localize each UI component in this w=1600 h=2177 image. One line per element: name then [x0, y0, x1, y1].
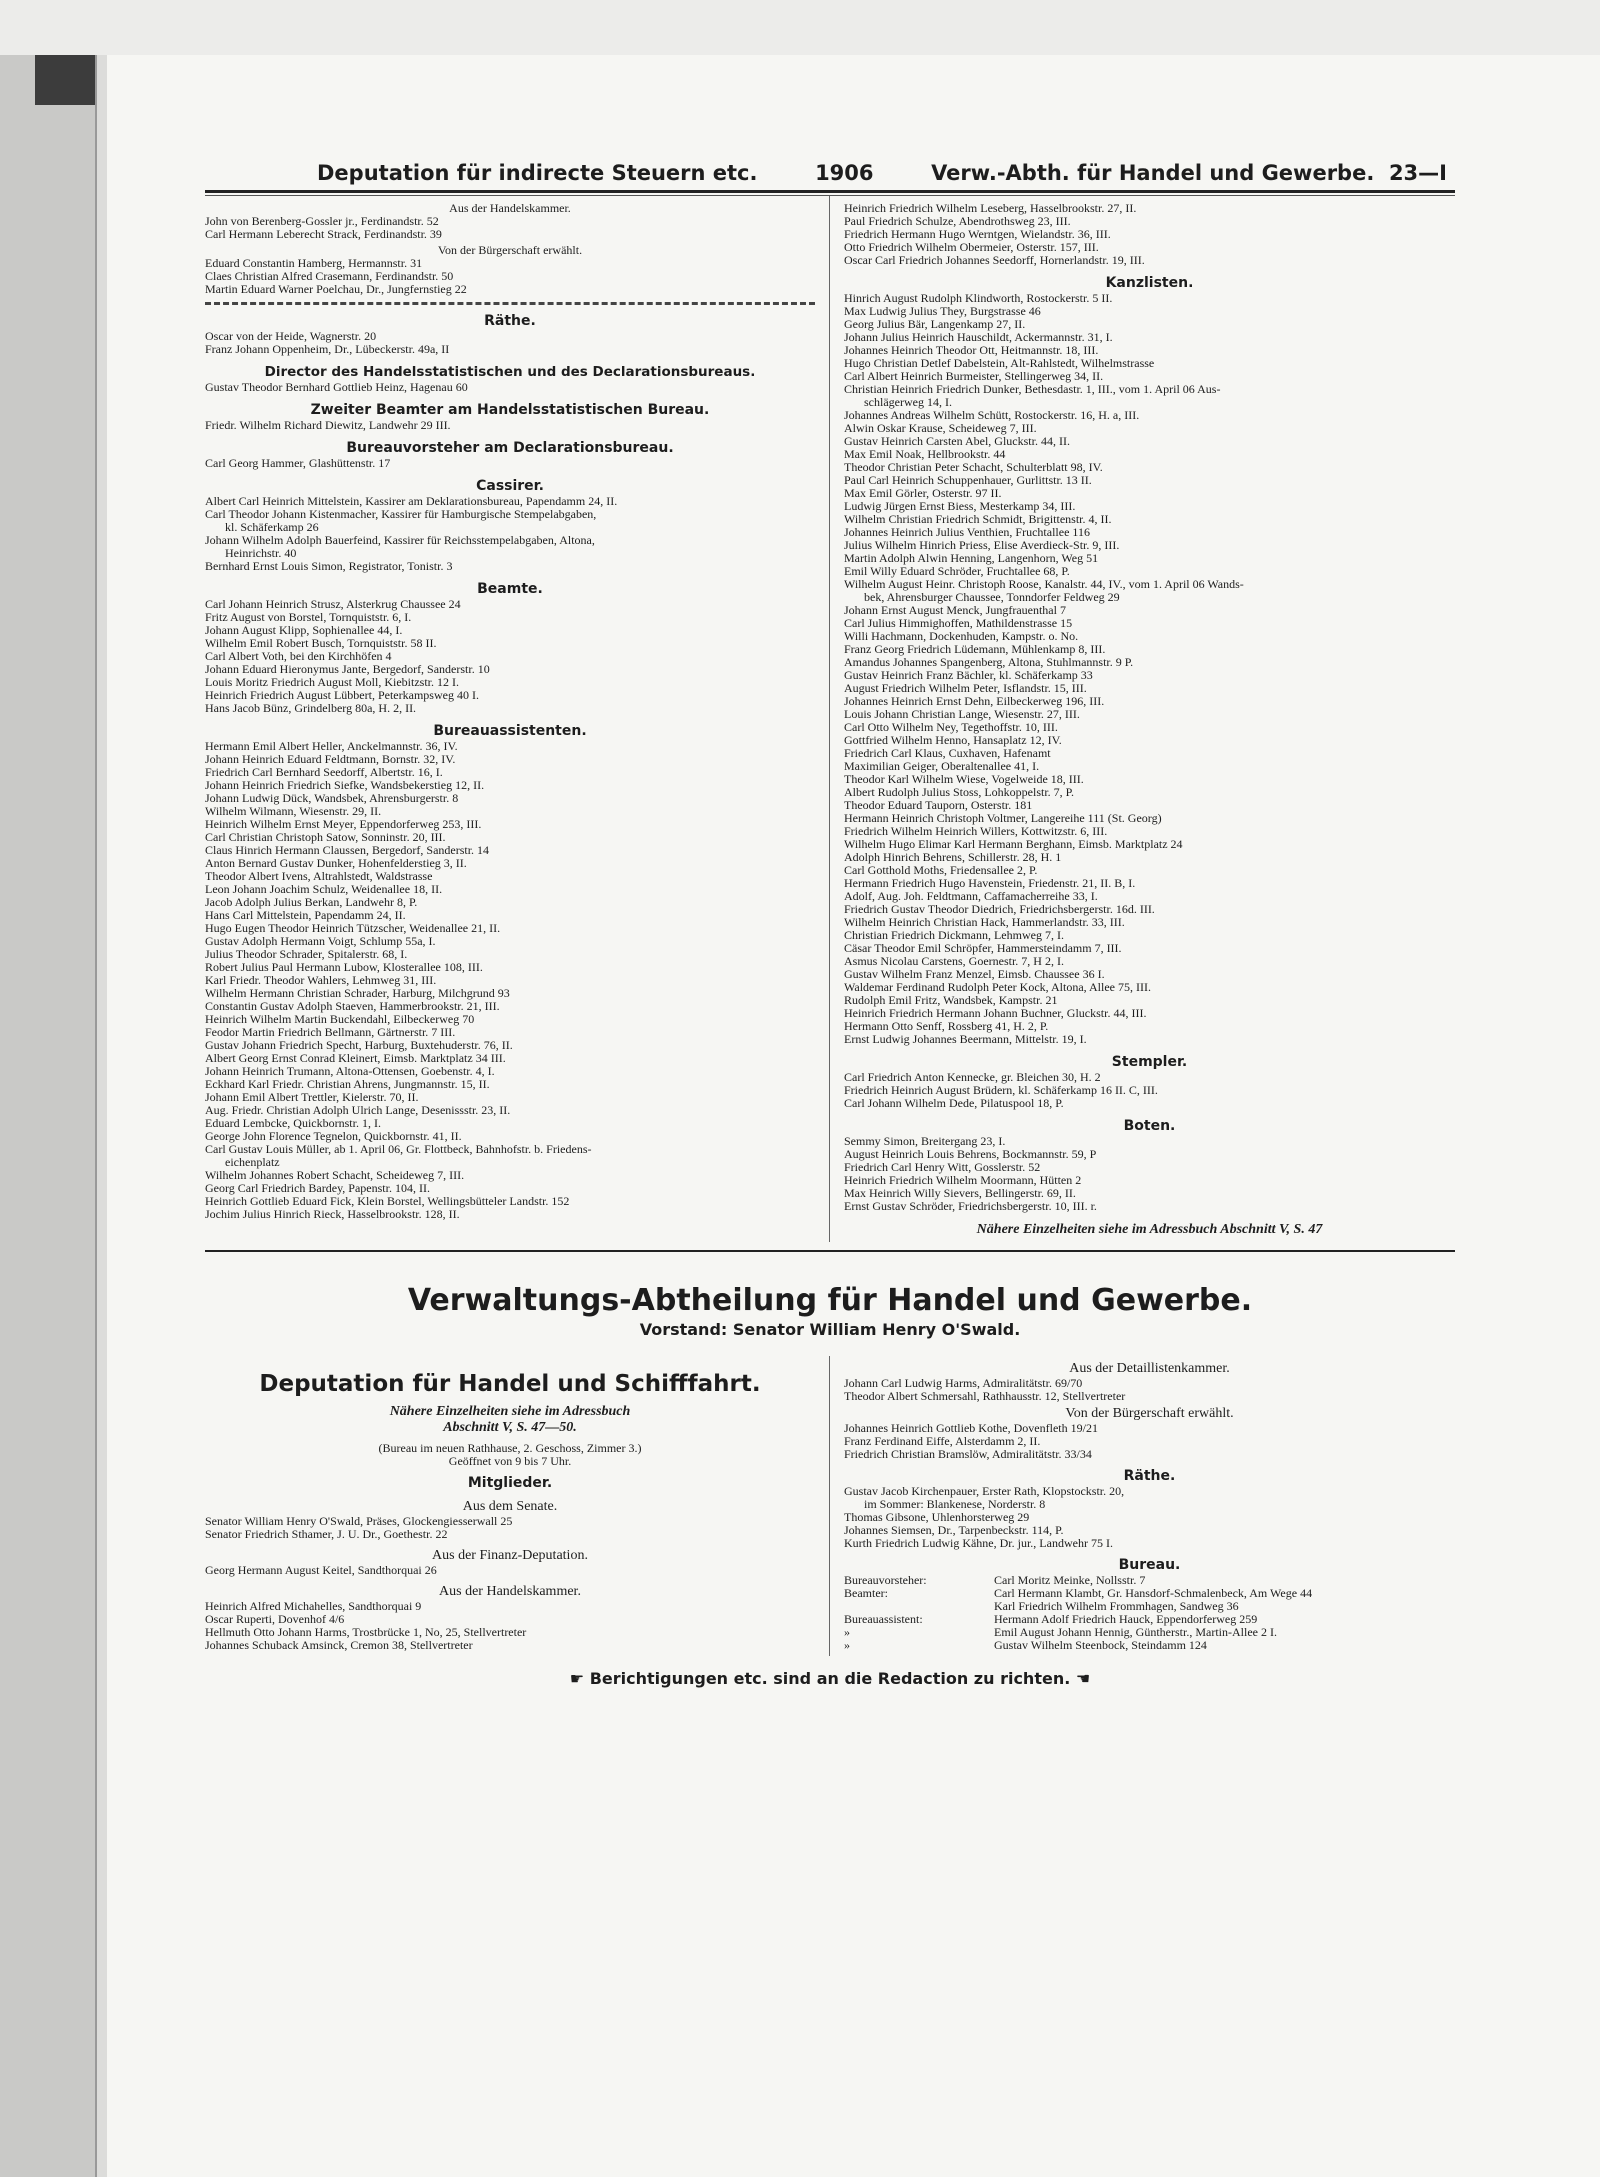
list-item: Heinrich Wilhelm Ernst Meyer, Eppendorferweg 253, III. [205, 817, 482, 831]
list-item: Theodor Christian Peter Schacht, Schulterblatt 98, IV. [844, 460, 1103, 474]
list-item: Georg Julius Bär, Langenkamp 27, II. [844, 317, 1026, 331]
list-item: Alwin Oskar Krause, Scheideweg 7, III. [844, 421, 1037, 435]
list-item: Hinrich August Rudolph Klindworth, Rostockerstr. 5 II. [844, 291, 1113, 305]
deputation-left-column [205, 1356, 830, 1656]
bureau-role: » [844, 1638, 850, 1652]
list-item: Gustav Theodor Bernhard Gottlieb Heinz, Hagenau 60 [205, 380, 468, 394]
list-item: Johann Eduard Hieronymus Jante, Bergedorf, Sanderstr. 10 [205, 662, 490, 676]
list-item: Eckhard Karl Friedr. Christian Ahrens, Jungmannstr. 15, II. [205, 1077, 490, 1091]
list-item: Max Emil Görler, Osterstr. 97 II. [844, 486, 1002, 500]
bureau-row [844, 1639, 1455, 1652]
list-item: Friedrich Heinrich August Brüdern, kl. Schäferkamp 16 II. C, III. [844, 1083, 1158, 1097]
raethe-list [205, 330, 815, 356]
opening-hours: Geöffnet von 9 bis 7 Uhr. [448, 1454, 572, 1468]
list-item: Carl Johann Wilhelm Dede, Pilatuspool 18, P. [844, 1096, 1064, 1110]
list-item: Semmy Simon, Breitergang 23, I. [844, 1134, 1006, 1148]
list-item: Heinrich Friedrich August Lübbert, Peterkampsweg 40 I. [205, 688, 479, 702]
list-item: Georg Carl Friedrich Bardey, Papenstr. 104, II. [205, 1181, 430, 1195]
list-item: Gustav Adolph Hermann Voigt, Schlump 55a, I. [205, 934, 436, 948]
footer-text: Berichtigungen etc. sind an die Redaction zu richten. [589, 1669, 1071, 1688]
list-item: Gustav Johann Friedrich Specht, Harburg, Buxtehuderstr. 76, II. [205, 1038, 513, 1052]
section-heading: Aus der Finanz-Deputation. [432, 1548, 588, 1563]
list-item-continuation: im Sommer: Blankenese, Norderstr. 8 [864, 1497, 1046, 1511]
list-item: Friedrich Carl Klaus, Cuxhaven, Hafenamt [844, 746, 1051, 760]
list-item: Wilhelm August Heinr. Christoph Roose, Kanalstr. 44, IV., vom 1. April 06 Wands- [844, 577, 1244, 591]
list-item: Waldemar Ferdinand Rudolph Peter Kock, Altona, Allee 75, III. [844, 980, 1151, 994]
stempler-list [844, 1071, 1455, 1110]
list-item: Otto Friedrich Wilhelm Obermeier, Osterstr. 157, III. [844, 240, 1099, 254]
list-item: Max Emil Noak, Hellbrookstr. 44 [844, 447, 1006, 461]
department-title: Verwaltungs-Abtheilung für Handel und Gewerbe. [407, 1283, 1253, 1318]
section-heading: Kanzlisten. [1105, 275, 1194, 291]
section-heading: Cassirer. [476, 478, 544, 494]
section-heading: Räthe. [484, 313, 536, 329]
list-item: Johannes Heinrich Theodor Ott, Heitmannstr. 18, III. [844, 343, 1099, 357]
list-item: Heinrich Alfred Michahelles, Sandthorquai 9 [205, 1599, 422, 1613]
buergerschaft-list [205, 257, 815, 296]
list-item: Heinrich Friedrich Hermann Johann Buchner, Gluckstr. 44, III. [844, 1006, 1147, 1020]
handelskammer-list [205, 215, 815, 241]
list-item: Cäsar Theodor Emil Schröpfer, Hammersteindamm 7, III. [844, 941, 1122, 955]
list-item: Adolf, Aug. Joh. Feldtmann, Caffamacherreihe 33, I. [844, 889, 1098, 903]
list-item: Claus Hinrich Hermann Claussen, Bergedorf, Sanderstr. 14 [205, 843, 490, 857]
list-item: Willi Hachmann, Dockenhuden, Kampstr. o. No. [844, 629, 1079, 643]
section-heading: Aus der Detaillistenkammer. [1069, 1361, 1230, 1376]
list-item: Julius Wilhelm Hinrich Priess, Elise Averdieck-Str. 9, III. [844, 538, 1120, 552]
finanz-list [205, 1564, 815, 1577]
list-item: Aug. Friedr. Christian Adolph Ulrich Lange, Desenissstr. 23, II. [205, 1103, 511, 1117]
list-item: Senator Friedrich Sthamer, J. U. Dr., Goethestr. 22 [205, 1527, 448, 1541]
bureau-person: Hermann Adolf Friedrich Hauck, Eppendorferweg 259 [994, 1612, 1258, 1626]
bureau-role: Beamter: [844, 1586, 888, 1600]
list-item: George John Florence Tegnelon, Quickbornstr. 41, II. [205, 1129, 462, 1143]
list-item: Bernhard Ernst Louis Simon, Registrator, Tonistr. 3 [205, 559, 453, 573]
section-heading: Räthe. [1123, 1468, 1176, 1484]
list-item: Albert Rudolph Julius Stoss, Lohkoppelstr. 7, P. [844, 785, 1075, 799]
handelskammer-members [205, 1600, 815, 1652]
list-item: Carl Johann Heinrich Strusz, Alsterkrug Chaussee 24 [205, 597, 461, 611]
list-item: Carl Albert Heinrich Burmeister, Stellingerweg 34, II. [844, 369, 1104, 383]
list-item: Theodor Albert Ivens, Altrahlstedt, Waldstrasse [205, 869, 433, 883]
list-item: Hermann Emil Albert Heller, Anckelmannstr. 36, IV. [205, 739, 458, 753]
list-item: Gustav Wilhelm Franz Menzel, Eimsb. Chaussee 36 I. [844, 967, 1105, 981]
director-list [205, 381, 815, 394]
list-item: Johann Emil Albert Trettler, Kielerstr. 70, II. [205, 1090, 419, 1104]
list-item: John von Berenberg-Gossler jr., Ferdinandstr. 52 [205, 214, 439, 228]
list-item: Oscar Ruperti, Dovenhof 4/6 [205, 1612, 345, 1626]
list-item: Friedrich Carl Bernhard Seedorff, Albertstr. 16, I. [205, 765, 443, 779]
list-item-continuation: bek, Ahrensburger Chaussee, Tonndorfer Feldweg 29 [864, 590, 1120, 604]
header-right [931, 160, 1447, 186]
list-item: Carl Friedrich Anton Kennecke, gr. Bleichen 30, H. 2 [844, 1070, 1101, 1084]
list-item: Johannes Siemsen, Dr., Tarpenbeckstr. 114, P. [844, 1523, 1064, 1537]
list-item: Martin Adolph Alwin Henning, Langenhorn, Weg 51 [844, 551, 1099, 565]
list-item: Heinrich Gottlieb Eduard Fick, Klein Borstel, Wellingsbütteler Landstr. 152 [205, 1194, 570, 1208]
section-heading: Beamte. [477, 581, 543, 597]
list-item: Leon Johann Joachim Schulz, Weidenallee 18, II. [205, 882, 443, 896]
list-item: Eduard Lembcke, Quickbornstr. 1, I. [205, 1116, 381, 1130]
list-item: Carl Theodor Johann Kistenmacher, Kassirer für Hamburgische Stempelabgaben, [205, 507, 597, 521]
header-year: 1906 [815, 161, 874, 185]
list-item: Robert Julius Paul Hermann Lubow, Klosterallee 108, III. [205, 960, 483, 974]
list-item: Wilhelm Wilmann, Wiesenstr. 29, II. [205, 804, 382, 818]
list-item: Johannes Schuback Amsinck, Cremon 38, Stellvertreter [205, 1638, 473, 1652]
section-heading: Bureauvorsteher am Declarationsbureau. [346, 440, 674, 456]
deputation-title: Deputation für Handel und Schifffahrt. [259, 1371, 761, 1397]
list-item: Gustav Heinrich Carsten Abel, Gluckstr. 44, II. [844, 434, 1070, 448]
list-item: Friedrich Wilhelm Heinrich Willers, Kottwitzstr. 6, III. [844, 824, 1108, 838]
right-column [830, 196, 1455, 1242]
bureau-role: Bureauvorsteher: [844, 1573, 927, 1587]
list-item: Gustav Jacob Kirchenpauer, Erster Rath, Klopstockstr. 20, [844, 1484, 1125, 1498]
list-item: Carl Julius Himmighoffen, Mathildenstrasse 15 [844, 616, 1073, 630]
list-item: Carl Otto Wilhelm Ney, Tegethoffstr. 10, III. [844, 720, 1058, 734]
kanzlisten-list [844, 292, 1455, 1046]
list-item: August Heinrich Louis Behrens, Bockmannstr. 59, P [844, 1147, 1097, 1161]
list-item: Albert Georg Ernst Conrad Kleinert, Eimsb. Marktplatz 34 III. [205, 1051, 506, 1065]
list-item: Johann Carl Ludwig Harms, Admiralitätstr. 69/70 [844, 1376, 1083, 1390]
list-item: Johann August Klipp, Sophienallee 44, I. [205, 623, 403, 637]
list-item: Albert Carl Heinrich Mittelstein, Kassirer am Deklarationsbureau, Papendamm 24, II. [205, 494, 618, 508]
list-item: Ernst Ludwig Johannes Beermann, Mittelstr. 19, I. [844, 1032, 1087, 1046]
list-item: Friedrich Gustav Theodor Diedrich, Friedrichsbergerstr. 16d. III. [844, 902, 1155, 916]
scan-background [0, 55, 95, 2177]
list-item: Friedr. Wilhelm Richard Diewitz, Landwehr 29 III. [205, 418, 451, 432]
list-item: Franz Johann Oppenheim, Dr., Lübeckerstr. 49a, II [205, 342, 450, 356]
list-item: Hugo Christian Detlef Dabelstein, Alt-Rahlstedt, Wilhelmstrasse [844, 356, 1155, 370]
section-heading: Bureauassistenten. [433, 723, 587, 739]
list-item: Friedrich Christian Bramslöw, Admiralitätstr. 33/34 [844, 1447, 1092, 1461]
section-heading: Aus dem Senate. [462, 1499, 558, 1514]
reference-note-line2: Abschnitt V, S. 47—50. [443, 1420, 577, 1435]
list-item: Claes Christian Alfred Crasemann, Ferdinandstr. 50 [205, 269, 454, 283]
list-item: Anton Bernard Gustav Dunker, Hohenfelderstieg 3, II. [205, 856, 467, 870]
list-item: Johann Heinrich Trumann, Altona-Ottensen, Goebenstr. 4, I. [205, 1064, 495, 1078]
list-item: Theodor Albert Schmersahl, Rathhausstr. 12, Stellvertreter [844, 1389, 1126, 1403]
list-item: Johannes Andreas Wilhelm Schütt, Rostockerstr. 16, H. a, III. [844, 408, 1140, 422]
list-item: Paul Friedrich Schulze, Abendrothsweg 23, III. [844, 214, 1071, 228]
list-item: Carl Albert Voth, bei den Kirchhöfen 4 [205, 649, 392, 663]
list-item: Heinrich Friedrich Wilhelm Leseberg, Hasselbrookstr. 27, II. [844, 201, 1137, 215]
pointing-hand-icon: ☚ [1075, 1669, 1091, 1688]
list-item: Christian Friedrich Dickmann, Lehmweg 7, I. [844, 928, 1064, 942]
section-heading: Director des Handelsstatistischen und des Declarationsbureaus. [264, 364, 756, 380]
list-item: Theodor Eduard Tauporn, Osterstr. 181 [844, 798, 1033, 812]
list-item: Kurth Friedrich Ludwig Kähne, Dr. jur., Landwehr 75 I. [844, 1536, 1113, 1550]
list-item: Fritz August von Borstel, Tornquiststr. 6, I. [205, 610, 412, 624]
page-content [205, 160, 1455, 1690]
bureau-person: Carl Hermann Klambt, Gr. Hansdorf-Schmalenbeck, Am Wege 44 [994, 1586, 1313, 1600]
list-item: Asmus Nicolau Carstens, Goernestr. 7, H 2, I. [844, 954, 1064, 968]
list-item: Heinrich Wilhelm Martin Buckendahl, Eilbeckerweg 70 [205, 1012, 475, 1026]
list-item: Hans Carl Mittelstein, Papendamm 24, II. [205, 908, 406, 922]
list-item: Johann Wilhelm Adolph Bauerfeind, Kassirer für Reichsstempelabgaben, Altona, [205, 533, 595, 547]
list-item: Gustav Heinrich Franz Bächler, kl. Schäferkamp 33 [844, 668, 1093, 682]
list-item: Constantin Gustav Adolph Staeven, Hammerbrookstr. 21, III. [205, 999, 500, 1013]
dashed-separator [205, 302, 815, 305]
list-item: Johannes Heinrich Julius Venthien, Fruchtallee 116 [844, 525, 1090, 539]
list-item: Carl Christian Christoph Satow, Sonninstr. 20, III. [205, 830, 446, 844]
bureauvorsteher-list [205, 457, 815, 470]
section-heading: Von der Bürgerschaft erwählt. [1065, 1406, 1234, 1421]
left-column [205, 196, 830, 1242]
section-heading: Zweiter Beamter am Handelsstatistischen Bureau. [310, 402, 710, 418]
list-item: Maximilian Geiger, Oberaltenallee 41, I. [844, 759, 1040, 773]
section-rule [205, 1250, 1455, 1252]
list-item: Johann Ernst August Menck, Jungfrauenthal 7 [844, 603, 1066, 617]
bureau-role: » [844, 1625, 850, 1639]
list-item: Feodor Martin Friedrich Bellmann, Gärtnerstr. 7 III. [205, 1025, 456, 1039]
list-item-continuation: Heinrichstr. 40 [225, 546, 297, 560]
list-item: Karl Friedr. Theodor Wahlers, Lehmweg 31, III. [205, 973, 437, 987]
page-number: 23—I [1388, 161, 1447, 185]
boten-list [844, 1135, 1455, 1213]
section-heading: Aus der Handelskammer. [449, 201, 571, 215]
list-item-continuation: eichenplatz [225, 1155, 280, 1169]
list-item: Hermann Otto Senff, Rossberg 41, H. 2, P. [844, 1019, 1049, 1033]
section-heading: Boten. [1123, 1118, 1176, 1134]
bureau-staff [844, 1574, 1455, 1652]
list-item: Hugo Eugen Theodor Heinrich Tützscher, Weidenallee 21, II. [205, 921, 501, 935]
top-columns [205, 196, 1455, 1242]
running-header [205, 160, 1455, 186]
list-item: Franz Ferdinand Eiffe, Alsterdamm 2, II. [844, 1434, 1041, 1448]
list-item: Max Heinrich Willy Sievers, Bellingerstr. 69, II. [844, 1186, 1076, 1200]
list-item: Gottfried Wilhelm Henno, Hansaplatz 12, IV. [844, 733, 1062, 747]
list-item: Julius Theodor Schrader, Spitalerstr. 68, I. [205, 947, 408, 961]
list-item: Johann Ludwig Dück, Wandsbek, Ahrensburgerstr. 8 [205, 791, 459, 805]
list-item: Carl Hermann Leberecht Strack, Ferdinandstr. 39 [205, 227, 442, 241]
bottom-columns [205, 1356, 1455, 1656]
list-item: Theodor Karl Wilhelm Wiese, Vogelweide 18, III. [844, 772, 1084, 786]
raethe-members [844, 1485, 1455, 1550]
deputation-right-column [830, 1356, 1455, 1656]
list-item: Thomas Gibsone, Uhlenhorsterweg 29 [844, 1510, 1030, 1524]
header-left: Deputation für indirecte Steuern etc. [317, 161, 758, 185]
list-item: Paul Carl Heinrich Schuppenhauer, Gurlittstr. 13 II. [844, 473, 1092, 487]
list-item: Oscar Carl Friedrich Johannes Seedorff, Hornerlandstr. 19, III. [844, 253, 1145, 267]
list-item-continuation: schlägerweg 14, I. [864, 395, 952, 409]
list-item: Friedrich Hermann Hugo Werntgen, Wielandstr. 36, III. [844, 227, 1111, 241]
bureau-role: Bureauassistent: [844, 1612, 923, 1626]
bureau-person: Gustav Wilhelm Steenbock, Steindamm 124 [994, 1638, 1207, 1652]
list-item: Senator William Henry O'Swald, Präses, Glockengiesserwall 25 [205, 1514, 513, 1528]
list-item: Hermann Heinrich Christoph Voltmer, Langereihe 111 (St. Georg) [844, 811, 1162, 825]
assistenten-list [205, 740, 815, 1221]
list-item: Louis Johann Christian Lange, Wiesenstr. 27, III. [844, 707, 1080, 721]
reference-note: Nähere Einzelheiten siehe im Adressbuch Abschnitt V, S. 47 [976, 1222, 1323, 1237]
list-item: Georg Hermann August Keitel, Sandthorquai 26 [205, 1563, 437, 1577]
section-heading: Bureau. [1118, 1557, 1181, 1573]
bureau-person: Karl Friedrich Wilhelm Frommhagen, Sandweg 36 [994, 1599, 1239, 1613]
list-item: Carl Gustav Louis Müller, ab 1. April 06, Gr. Flottbeck, Bahnhofstr. b. Friedens- [205, 1142, 592, 1156]
list-item: Johann Julius Heinrich Hauschildt, Ackermannstr. 31, I. [844, 330, 1113, 344]
list-item: Hellmuth Otto Johann Harms, Trostbrücke 1, No, 25, Stellvertreter [205, 1625, 527, 1639]
list-item: Franz Georg Friedrich Lüdemann, Mühlenkamp 8, III. [844, 642, 1106, 656]
section-heading: Von der Bürgerschaft erwählt. [437, 243, 583, 257]
list-item: Wilhelm Emil Robert Busch, Tornquiststr. 58 II. [205, 636, 437, 650]
zweiter-list [205, 419, 815, 432]
list-item: Amandus Johannes Spangenberg, Altona, Stuhlmannstr. 9 P. [844, 655, 1134, 669]
list-item: Wilhelm Christian Friedrich Schmidt, Brigittenstr. 4, II. [844, 512, 1112, 526]
senate-list [205, 1515, 815, 1541]
list-item: Hermann Friedrich Hugo Havenstein, Friedenstr. 21, II. B, I. [844, 876, 1136, 890]
cassirer-list [205, 495, 815, 573]
list-item: Martin Eduard Warner Poelchau, Dr., Jungfernstieg 22 [205, 282, 467, 296]
list-item: August Friedrich Wilhelm Peter, Isflandstr. 15, III. [844, 681, 1087, 695]
list-item: Johannes Heinrich Ernst Dehn, Eilbeckerweg 196, III. [844, 694, 1105, 708]
bureau-location: (Bureau im neuen Rathhause, 2. Geschoss, Zimmer 3.) [378, 1441, 642, 1455]
reference-note: Nähere Einzelheiten siehe im Adressbuch [389, 1404, 631, 1419]
list-item: Johann Heinrich Friedrich Siefke, Wandsbekerstieg 12, II. [205, 778, 485, 792]
list-item: Adolph Hinrich Behrens, Schillerstr. 28, H. 1 [844, 850, 1062, 864]
list-item: Louis Moritz Friedrich August Moll, Kiebitzstr. 12 I. [205, 675, 459, 689]
list-item: Eduard Constantin Hamberg, Hermannstr. 31 [205, 256, 423, 270]
list-item: Wilhelm Hugo Elimar Karl Hermann Berghann, Eimsb. Marktplatz 24 [844, 837, 1183, 851]
footer-note [205, 1668, 1455, 1690]
list-item: Ludwig Jürgen Ernst Biess, Mesterkamp 34, III. [844, 499, 1076, 513]
list-item-continuation: kl. Schäferkamp 26 [225, 520, 319, 534]
list-item: Wilhelm Heinrich Christian Hack, Hammerlandstr. 33, III. [844, 915, 1125, 929]
list-item: Carl Gotthold Moths, Friedensallee 2, P. [844, 863, 1038, 877]
continued-list [844, 202, 1455, 267]
bureau-person: Emil August Johann Hennig, Güntherstr., Martin-Allee 2 I. [994, 1625, 1277, 1639]
section-heading: Stempler. [1111, 1054, 1188, 1070]
bureau-person: Carl Moritz Meinke, Nollsstr. 7 [994, 1573, 1146, 1587]
list-item: Emil Willy Eduard Schröder, Fruchtallee 68, P. [844, 564, 1070, 578]
beamte-list [205, 598, 815, 715]
list-item: Friedrich Carl Henry Witt, Gosslerstr. 52 [844, 1160, 1041, 1174]
list-item: Johannes Heinrich Gottlieb Kothe, Dovenfleth 19/21 [844, 1421, 1098, 1435]
list-item: Christian Heinrich Friedrich Dunker, Bethesdastr. 1, III., vom 1. April 06 Aus- [844, 382, 1221, 396]
list-item: Wilhelm Johannes Robert Schacht, Scheideweg 7, III. [205, 1168, 465, 1182]
list-item: Johann Heinrich Eduard Feldtmann, Bornstr. 32, IV. [205, 752, 456, 766]
list-item: Oscar von der Heide, Wagnerstr. 20 [205, 329, 377, 343]
header-department: Verw.-Abth. für Handel und Gewerbe. [931, 161, 1375, 185]
department-head: Vorstand: Senator William Henry O'Swald. [639, 1320, 1021, 1339]
header-rule [205, 190, 1455, 193]
detaillisten-list [844, 1377, 1455, 1403]
list-item: Jacob Adolph Julius Berkan, Landwehr 8, P. [205, 895, 418, 909]
section-heading: Aus der Handelskammer. [439, 1584, 581, 1599]
pointing-hand-icon: ☛ [569, 1669, 585, 1688]
section-heading: Mitglieder. [467, 1475, 553, 1491]
buergerschaft-members [844, 1422, 1455, 1461]
scan-marker [35, 55, 95, 105]
list-item: Rudolph Emil Fritz, Wandsbek, Kampstr. 21 [844, 993, 1058, 1007]
list-item: Wilhelm Hermann Christian Schrader, Harburg, Milchgrund 93 [205, 986, 510, 1000]
list-item: Max Ludwig Julius They, Burgstrasse 46 [844, 304, 1041, 318]
list-item: Hans Jacob Bünz, Grindelberg 80a, H. 2, II. [205, 701, 417, 715]
list-item: Heinrich Friedrich Wilhelm Moormann, Hütten 2 [844, 1173, 1082, 1187]
list-item: Jochim Julius Hinrich Rieck, Hasselbrookstr. 128, II. [205, 1207, 460, 1221]
list-item: Carl Georg Hammer, Glashüttenstr. 17 [205, 456, 391, 470]
list-item: Ernst Gustav Schröder, Friedrichsbergerstr. 10, III. r. [844, 1199, 1097, 1213]
